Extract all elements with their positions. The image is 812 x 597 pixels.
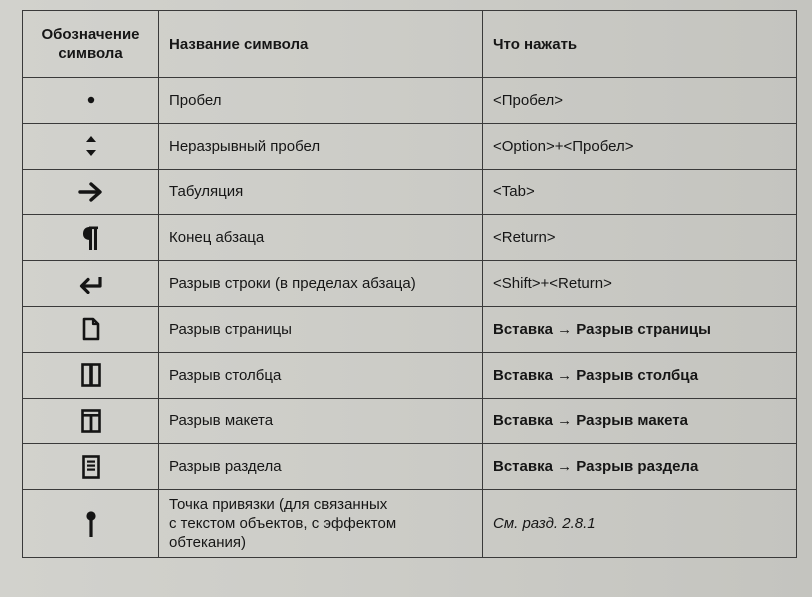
row-press: Вставка → Разрыв страницы xyxy=(483,306,797,352)
row-name: Пробел xyxy=(159,78,483,124)
row-press: <Tab> xyxy=(483,169,797,215)
header-symbol-line1: Обозначение xyxy=(41,26,140,43)
row-name: Разрыв раздела xyxy=(159,444,483,490)
page-break-icon xyxy=(81,317,101,341)
table-row xyxy=(23,490,797,558)
row-name xyxy=(159,490,483,558)
row-press: См. разд. 2.8.1 xyxy=(483,490,797,558)
header-symbol-line2: символа xyxy=(58,45,123,62)
row-press: Вставка → Разрыв раздела xyxy=(483,444,797,490)
table-row xyxy=(23,215,797,261)
table-row xyxy=(23,78,797,124)
row-name: Табуляция xyxy=(159,169,483,215)
row-press: <Пробел> xyxy=(483,78,797,124)
table-row xyxy=(23,261,797,307)
table-row xyxy=(23,123,797,169)
section-break-icon xyxy=(80,454,102,480)
row-name-line3: обтекания) xyxy=(169,534,246,552)
tab-arrow-icon xyxy=(78,181,104,203)
table-row xyxy=(23,352,797,398)
header-name: Название символа xyxy=(159,11,483,78)
table-row xyxy=(23,398,797,444)
row-name: Разрыв строки (в пределах абзаца) xyxy=(159,261,483,307)
column-break-icon xyxy=(80,362,102,388)
row-name-line2: с текстом объектов, с эффектом xyxy=(169,515,397,533)
row-press: <Return> xyxy=(483,215,797,261)
row-name: Разрыв макета xyxy=(159,398,483,444)
pilcrow-icon xyxy=(82,224,100,252)
row-press: Вставка → Разрыв столбца xyxy=(483,352,797,398)
anchor-point-icon xyxy=(83,509,99,539)
line-break-arrow-icon xyxy=(78,274,104,294)
table-row xyxy=(23,444,797,490)
nonbreaking-space-icon xyxy=(81,134,101,158)
row-name: Неразрывный пробел xyxy=(159,123,483,169)
row-name-line1: Точка привязки (для связанных xyxy=(169,496,388,514)
row-press: <Shift>+<Return> xyxy=(483,261,797,307)
dot-icon xyxy=(81,90,101,110)
layout-break-icon xyxy=(80,408,102,434)
header-press: Что нажать xyxy=(483,11,797,78)
row-name: Разрыв столбца xyxy=(159,352,483,398)
row-press: Вставка → Разрыв макета xyxy=(483,398,797,444)
row-name: Разрыв страницы xyxy=(159,306,483,352)
header-symbol xyxy=(23,11,159,78)
row-name: Конец абзаца xyxy=(159,215,483,261)
table-row xyxy=(23,169,797,215)
table-header-row xyxy=(23,11,797,78)
symbols-table xyxy=(22,10,797,558)
table-row xyxy=(23,306,797,352)
row-press: <Option>+<Пробел> xyxy=(483,123,797,169)
